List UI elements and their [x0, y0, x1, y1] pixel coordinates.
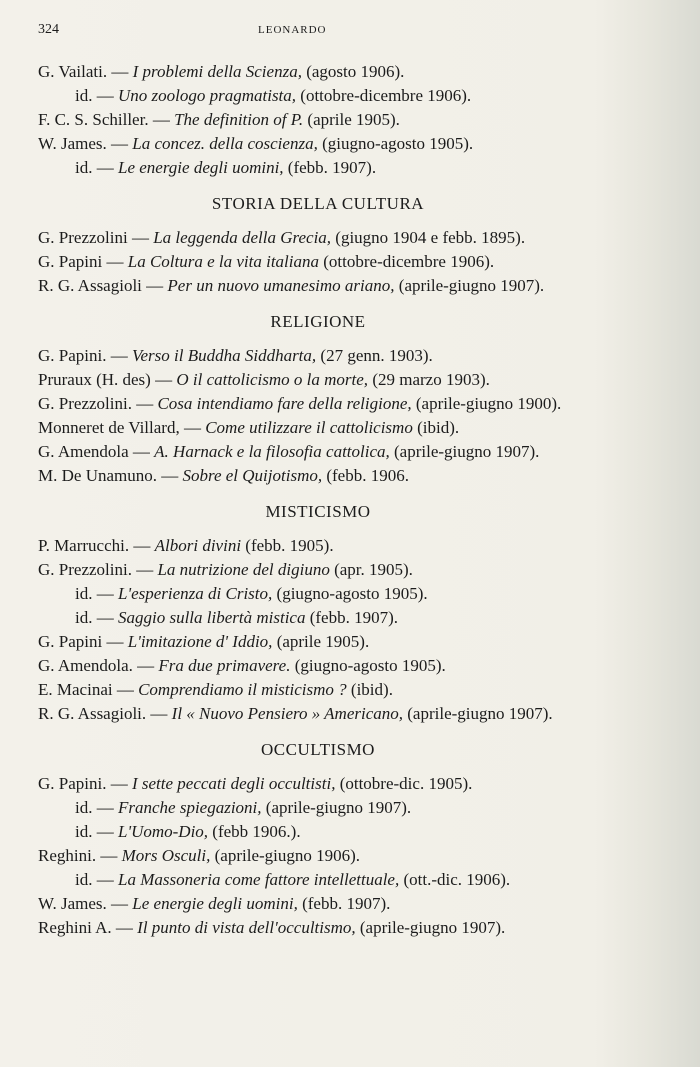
bibliography-entry	[38, 84, 598, 108]
entry-date: (agosto 1906).	[301, 62, 405, 81]
entry-author: R. G. Assagioli	[38, 276, 142, 295]
entry-author: G. Prezzolini.	[38, 394, 132, 413]
bibliography-entry	[38, 916, 598, 940]
entry-separator: —	[112, 680, 139, 699]
entry-title: La Coltura e la vita italiana	[127, 252, 319, 271]
bibliography-entry	[38, 344, 598, 368]
entry-date: (aprile-giugno 1906).	[210, 846, 361, 865]
entry-author: G. Prezzolini.	[38, 560, 132, 579]
entry-title: Le energie degli uomini,	[132, 894, 298, 913]
entry-date: (aprile-giugno 1900).	[411, 394, 562, 413]
entry-separator: —	[111, 918, 138, 937]
entry-author: M. De Unamuno.	[38, 466, 157, 485]
entry-date: (giugno-agosto 1905).	[317, 134, 474, 153]
entry-author: id.	[75, 822, 93, 841]
entry-separator: —	[107, 62, 133, 81]
section-heading: STORIA DELLA CULTURA	[211, 194, 425, 213]
bibliography-entry	[38, 796, 598, 820]
bibliography-entry	[38, 274, 598, 298]
entry-title: Il punto di vista dell'occultismo,	[137, 918, 356, 937]
entry-separator: —	[106, 346, 132, 365]
entry-separator: —	[141, 276, 168, 295]
entry-separator: —	[106, 894, 133, 913]
bibliography-entry	[38, 108, 598, 132]
entry-date: (aprile-giugno 1907).	[261, 798, 412, 817]
entry-date: (febb. 1906.	[322, 466, 409, 485]
bibliography-entry	[38, 702, 598, 726]
bibliography-entry	[38, 440, 598, 464]
bibliography-entry	[38, 132, 598, 156]
entry-separator: —	[92, 822, 118, 841]
entry-title: L'Uomo-Dio,	[117, 822, 209, 841]
running-title: LEONARDO	[258, 24, 327, 36]
entry-date: (29 marzo 1903).	[368, 370, 490, 389]
bibliography-entry	[38, 60, 598, 84]
entry-date: (aprile 1905).	[303, 110, 400, 129]
entry-author: G. Vailati.	[38, 62, 108, 81]
entry-title: Come utilizzare il cattolicismo	[205, 418, 413, 437]
entry-title: La nutrizione del digiuno	[157, 560, 330, 579]
bibliography-entry	[38, 416, 598, 440]
entry-separator: —	[129, 536, 155, 555]
bibliography-entry	[38, 844, 598, 868]
entry-date: (ottobre-dic. 1905).	[335, 774, 473, 793]
entry-date: (27 genn. 1903).	[316, 346, 433, 365]
entry-separator: —	[92, 608, 118, 627]
entry-author: R. G. Assagioli.	[38, 704, 147, 723]
entry-date: (ottobre-dicembre 1906).	[319, 252, 495, 271]
entry-separator: —	[150, 370, 177, 389]
section-heading: MISTICISMO	[265, 502, 371, 521]
bibliography-entry	[38, 892, 598, 916]
entry-title: Verso il Buddha Siddharta,	[131, 346, 317, 365]
entry-author: W. James.	[38, 894, 107, 913]
entry-title: Cosa intendiamo fare della religione,	[157, 394, 412, 413]
entry-title: Uno zoologo pragmatista,	[117, 86, 297, 105]
entry-date: (febb. 1907).	[297, 894, 391, 913]
entry-separator: —	[131, 394, 158, 413]
entry-date: (febb. 1905).	[241, 536, 334, 555]
entry-author: id.	[75, 608, 93, 627]
entry-author: G. Papini.	[38, 346, 107, 365]
bibliography-entry	[38, 368, 598, 392]
entry-author: G. Papini.	[38, 774, 107, 793]
entry-author: P. Marrucchi.	[38, 536, 130, 555]
entry-date: (aprile-giugno 1907).	[394, 276, 545, 295]
entry-separator: —	[132, 656, 159, 675]
entry-date: (aprile-giugno 1907).	[355, 918, 506, 937]
entry-title: Le energie degli uomini,	[117, 158, 284, 177]
bibliography-entry	[38, 558, 598, 582]
entry-separator: —	[128, 442, 155, 461]
entry-author: Monneret de Villard,	[38, 418, 180, 437]
entry-date: (ibid).	[412, 418, 460, 437]
entry-date: (aprile-giugno 1907).	[389, 442, 540, 461]
entry-author: F. C. S. Schiller.	[38, 110, 149, 129]
entry-title: Franche spiegazioni,	[117, 798, 262, 817]
bibliography-entry	[38, 868, 598, 892]
entry-title: Comprendiamo il misticismo ?	[138, 680, 347, 699]
entry-separator: —	[156, 466, 183, 485]
bibliography-entry	[38, 678, 598, 702]
bibliography-entry	[38, 820, 598, 844]
entry-title: Sobre el Quijotismo,	[182, 466, 323, 485]
entry-separator: —	[106, 774, 132, 793]
entry-title: Mors Osculi,	[121, 846, 211, 865]
bibliography-entry	[38, 156, 598, 180]
entry-date: (ott.-dic. 1906).	[399, 870, 511, 889]
bibliography-entry	[38, 226, 598, 250]
entry-separator: —	[92, 870, 118, 889]
entry-author: id.	[75, 798, 93, 817]
entry-date: (ibid).	[346, 680, 393, 699]
entry-title: Albori divini	[154, 536, 242, 555]
entry-separator: —	[106, 134, 133, 153]
bibliography-list	[38, 60, 598, 940]
entry-separator: —	[102, 632, 128, 651]
entry-title: La Massoneria come fattore intellettuale,	[117, 870, 400, 889]
entry-date: (febb. 1907).	[305, 608, 398, 627]
entry-separator: —	[92, 584, 118, 603]
entry-author: id.	[75, 86, 93, 105]
entry-author: Reghini A.	[38, 918, 112, 937]
entry-separator: —	[96, 846, 122, 865]
entry-author: G. Papini	[38, 632, 103, 651]
bibliography-entry	[38, 534, 598, 558]
entry-title: Il « Nuovo Pensiero » Americano,	[171, 704, 404, 723]
entry-date: (giugno 1904 e febb. 1895).	[331, 228, 526, 247]
bibliography-entry	[38, 392, 598, 416]
bibliography-entry	[38, 606, 598, 630]
entry-separator: —	[92, 86, 118, 105]
entry-author: G. Amendola	[38, 442, 129, 461]
entry-separator: —	[127, 228, 154, 247]
entry-author: id.	[75, 870, 93, 889]
entry-title: La concez. della coscienza,	[132, 134, 318, 153]
entry-separator: —	[131, 560, 158, 579]
entry-title: The definition of P.	[174, 110, 304, 129]
entry-date: (febb 1906.).	[208, 822, 301, 841]
entry-separator: —	[102, 252, 128, 271]
entry-date: (apr. 1905).	[329, 560, 413, 579]
entry-date: (aprile-giugno 1907).	[403, 704, 553, 723]
entry-title: Saggio sulla libertà mistica	[117, 608, 306, 627]
entry-date: (giugno-agosto 1905).	[290, 656, 446, 675]
entry-author: id.	[75, 584, 93, 603]
bibliography-entry	[38, 582, 598, 606]
entry-author: W. James.	[38, 134, 107, 153]
section-heading: RELIGIONE	[270, 312, 366, 331]
entry-date: (febb. 1907).	[283, 158, 377, 177]
entry-date: (aprile 1905).	[272, 632, 370, 651]
bibliography-entry	[38, 654, 598, 678]
bibliography-entry	[38, 250, 598, 274]
entry-title: I sette peccati degli occultisti,	[131, 774, 336, 793]
entry-separator: —	[148, 110, 175, 129]
entry-separator: —	[92, 158, 118, 177]
bibliography-entry	[38, 630, 598, 654]
page-number: 324	[38, 22, 59, 37]
entry-author: G. Amendola.	[38, 656, 133, 675]
entry-title: O il cattolicismo o la morte,	[176, 370, 369, 389]
entry-separator: —	[179, 418, 206, 437]
entry-author: E. Macinai	[38, 680, 113, 699]
entry-title: I problemi della Scienza,	[132, 62, 302, 81]
entry-title: Per un nuovo umanesimo ariano,	[167, 276, 395, 295]
section-heading: OCCULTISMO	[261, 740, 375, 759]
entry-title: L'imitazione d' Iddio,	[127, 632, 273, 651]
entry-title: A. Harnack e la filosofia cattolica,	[154, 442, 390, 461]
entry-title: Fra due primavere.	[158, 656, 291, 675]
entry-title: La leggenda della Grecia,	[153, 228, 332, 247]
entry-author: id.	[75, 158, 93, 177]
entry-author: Reghini.	[38, 846, 97, 865]
entry-author: G. Prezzolini	[38, 228, 128, 247]
entry-separator: —	[146, 704, 172, 723]
entry-date: (ottobre-dicembre 1906).	[296, 86, 472, 105]
bibliography-entry	[38, 772, 598, 796]
entry-author: G. Papini	[38, 252, 103, 271]
entry-separator: —	[92, 798, 118, 817]
entry-author: Pruraux (H. des)	[38, 370, 151, 389]
entry-date: (giugno-agosto 1905).	[272, 584, 428, 603]
bibliography-entry	[38, 464, 598, 488]
entry-title: L'esperienza di Cristo,	[117, 584, 273, 603]
